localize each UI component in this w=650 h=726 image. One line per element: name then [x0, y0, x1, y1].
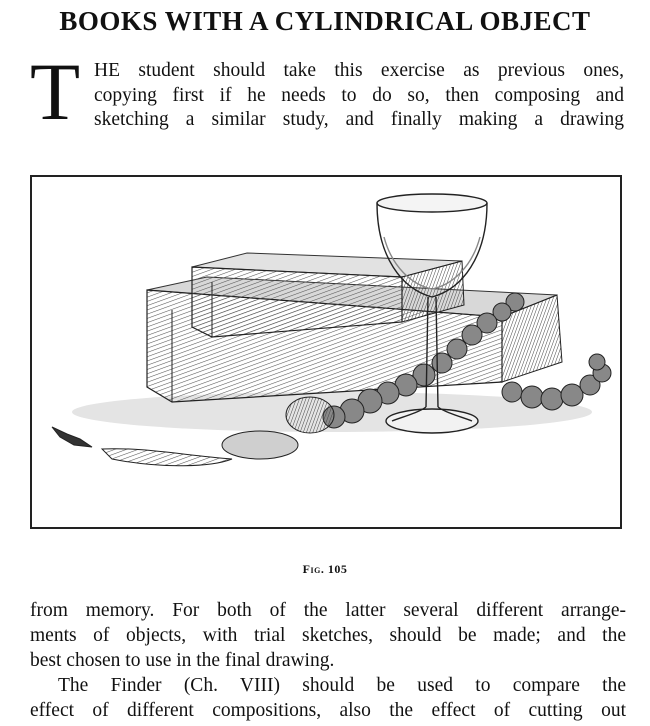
intro-line: sketching a similar study, and finally making a drawing: [94, 109, 624, 130]
body-paragraphs: [30, 598, 626, 723]
figure-caption: Fig. 105: [302, 562, 348, 576]
body-line: from memory. For both of the latter several different arrange-: [30, 600, 626, 621]
body-line: The Finder (Ch. VIII) should be used to compare the: [58, 675, 626, 696]
body-line: ments of objects, with trial sketches, should be made; and the: [30, 625, 626, 646]
intro-line: HE student should take this exercise as previous ones,: [94, 60, 624, 81]
figure-illustration: [30, 175, 622, 529]
body-line: effect of different compositions, also the effect of cutting out: [30, 700, 626, 721]
intro-paragraph: [94, 59, 624, 133]
drop-cap: T: [30, 46, 81, 137]
body-line: best chosen to use in the final drawing.: [30, 650, 335, 671]
intro-line: copying first if he needs to do so, then composing and: [94, 84, 624, 106]
page-title: BOOKS WITH A CYLINDRICAL OBJECT: [59, 6, 591, 36]
still-life-drawing: [32, 177, 620, 527]
